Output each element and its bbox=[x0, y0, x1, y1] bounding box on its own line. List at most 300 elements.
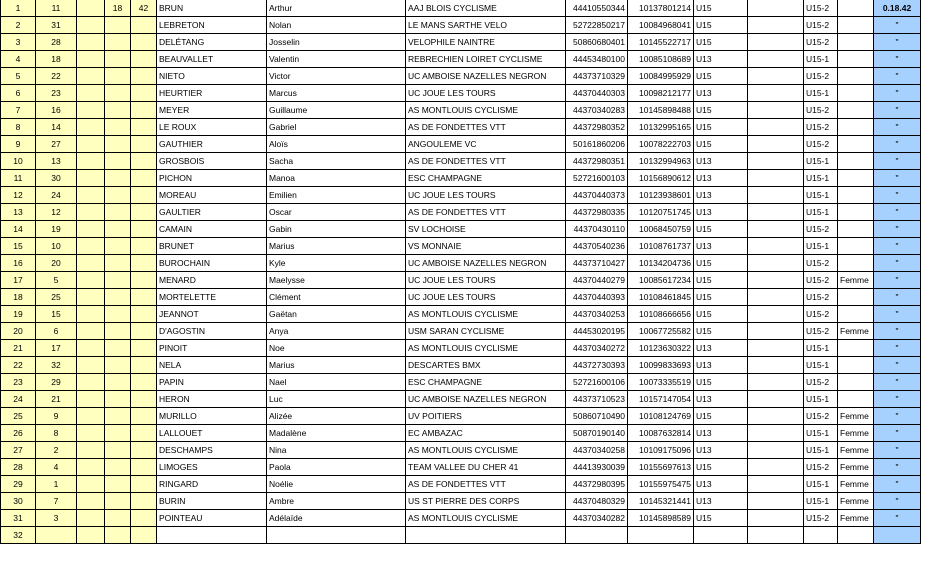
category-cell[interactable]: U15 bbox=[694, 119, 748, 136]
blank-cell[interactable] bbox=[77, 340, 105, 357]
last-name-cell[interactable]: CAMAIN bbox=[157, 221, 267, 238]
gender-cell[interactable] bbox=[838, 136, 874, 153]
license-number-cell[interactable]: 44372730393 bbox=[566, 357, 628, 374]
position-cell[interactable]: 32 bbox=[1, 527, 36, 544]
uci-id-cell[interactable]: 10098212177 bbox=[628, 85, 694, 102]
sub-category-cell[interactable]: U15-1 bbox=[804, 476, 838, 493]
position-cell[interactable]: 25 bbox=[1, 408, 36, 425]
last-name-cell[interactable]: PAPIN bbox=[157, 374, 267, 391]
license-number-cell[interactable]: 44373710427 bbox=[566, 255, 628, 272]
time-cell[interactable]: " bbox=[874, 85, 921, 102]
time-cell[interactable]: " bbox=[874, 425, 921, 442]
club-cell[interactable]: AAJ BLOIS CYCLISME bbox=[406, 0, 566, 17]
sub-category-cell[interactable]: U15-2 bbox=[804, 102, 838, 119]
category-cell[interactable]: U15 bbox=[694, 510, 748, 527]
uci-id-cell[interactable]: 10087632814 bbox=[628, 425, 694, 442]
club-cell[interactable]: UC JOUE LES TOURS bbox=[406, 272, 566, 289]
position-cell[interactable]: 5 bbox=[1, 68, 36, 85]
category-cell[interactable]: U15 bbox=[694, 68, 748, 85]
license-number-cell[interactable] bbox=[566, 527, 628, 544]
bib-number-cell[interactable]: 1 bbox=[36, 476, 77, 493]
uci-id-cell[interactable]: 10134204736 bbox=[628, 255, 694, 272]
lap-cell[interactable] bbox=[105, 442, 131, 459]
position-cell[interactable]: 23 bbox=[1, 374, 36, 391]
bib-number-cell[interactable]: 28 bbox=[36, 34, 77, 51]
position-cell[interactable]: 1 bbox=[1, 0, 36, 17]
lap-cell[interactable] bbox=[105, 493, 131, 510]
blank-cell[interactable] bbox=[77, 527, 105, 544]
sub-category-cell[interactable]: U15-1 bbox=[804, 153, 838, 170]
club-cell[interactable]: ESC CHAMPAGNE bbox=[406, 170, 566, 187]
lap-cell[interactable] bbox=[131, 34, 157, 51]
blank-cell[interactable] bbox=[748, 17, 804, 34]
position-cell[interactable]: 16 bbox=[1, 255, 36, 272]
lap-cell[interactable] bbox=[105, 17, 131, 34]
sub-category-cell[interactable]: U15-2 bbox=[804, 459, 838, 476]
first-name-cell[interactable]: Aloïs bbox=[267, 136, 406, 153]
uci-id-cell[interactable]: 10137801214 bbox=[628, 0, 694, 17]
blank-cell[interactable] bbox=[748, 357, 804, 374]
blank-cell[interactable] bbox=[77, 476, 105, 493]
lap-cell[interactable] bbox=[131, 119, 157, 136]
license-number-cell[interactable]: 44453020195 bbox=[566, 323, 628, 340]
bib-number-cell[interactable]: 8 bbox=[36, 425, 77, 442]
gender-cell[interactable] bbox=[838, 51, 874, 68]
blank-cell[interactable] bbox=[748, 170, 804, 187]
lap-cell[interactable] bbox=[105, 238, 131, 255]
uci-id-cell[interactable]: 10109175096 bbox=[628, 442, 694, 459]
uci-id-cell[interactable]: 10145898589 bbox=[628, 510, 694, 527]
category-cell[interactable]: U15 bbox=[694, 255, 748, 272]
gender-cell[interactable] bbox=[838, 17, 874, 34]
blank-cell[interactable] bbox=[748, 136, 804, 153]
time-cell[interactable]: " bbox=[874, 306, 921, 323]
lap-cell[interactable] bbox=[131, 493, 157, 510]
sub-category-cell[interactable] bbox=[804, 527, 838, 544]
last-name-cell[interactable]: LALLOUET bbox=[157, 425, 267, 442]
last-name-cell[interactable]: HEURTIER bbox=[157, 85, 267, 102]
bib-number-cell[interactable]: 18 bbox=[36, 51, 77, 68]
position-cell[interactable]: 31 bbox=[1, 510, 36, 527]
uci-id-cell[interactable]: 10108666656 bbox=[628, 306, 694, 323]
bib-number-cell[interactable] bbox=[36, 527, 77, 544]
time-cell[interactable]: " bbox=[874, 289, 921, 306]
gender-cell[interactable]: Femme bbox=[838, 459, 874, 476]
time-cell[interactable]: " bbox=[874, 221, 921, 238]
time-cell[interactable]: " bbox=[874, 102, 921, 119]
category-cell[interactable]: U13 bbox=[694, 391, 748, 408]
lap-cell[interactable] bbox=[105, 255, 131, 272]
license-number-cell[interactable]: 44370440303 bbox=[566, 85, 628, 102]
license-number-cell[interactable]: 44372980351 bbox=[566, 153, 628, 170]
license-number-cell[interactable]: 50860680401 bbox=[566, 34, 628, 51]
last-name-cell[interactable]: JEANNOT bbox=[157, 306, 267, 323]
last-name-cell[interactable]: GAUTHIER bbox=[157, 136, 267, 153]
position-cell[interactable]: 29 bbox=[1, 476, 36, 493]
first-name-cell[interactable]: Nael bbox=[267, 374, 406, 391]
sub-category-cell[interactable]: U15-2 bbox=[804, 510, 838, 527]
gender-cell[interactable] bbox=[838, 289, 874, 306]
lap-cell[interactable] bbox=[105, 85, 131, 102]
lap-cell[interactable] bbox=[131, 374, 157, 391]
lap-cell[interactable] bbox=[105, 510, 131, 527]
lap-cell[interactable] bbox=[105, 153, 131, 170]
blank-cell[interactable] bbox=[748, 0, 804, 17]
category-cell[interactable]: U15 bbox=[694, 323, 748, 340]
uci-id-cell[interactable]: 10145522717 bbox=[628, 34, 694, 51]
lap-cell[interactable] bbox=[105, 425, 131, 442]
license-number-cell[interactable]: 44370340258 bbox=[566, 442, 628, 459]
uci-id-cell[interactable]: 10068450759 bbox=[628, 221, 694, 238]
last-name-cell[interactable]: DELÉTANG bbox=[157, 34, 267, 51]
gender-cell[interactable] bbox=[838, 68, 874, 85]
gender-cell[interactable] bbox=[838, 34, 874, 51]
lap-cell[interactable] bbox=[131, 425, 157, 442]
bib-number-cell[interactable]: 15 bbox=[36, 306, 77, 323]
blank-cell[interactable] bbox=[77, 238, 105, 255]
blank-cell[interactable] bbox=[748, 34, 804, 51]
gender-cell[interactable]: Femme bbox=[838, 442, 874, 459]
blank-cell[interactable] bbox=[77, 153, 105, 170]
category-cell[interactable] bbox=[694, 527, 748, 544]
last-name-cell[interactable]: NELA bbox=[157, 357, 267, 374]
first-name-cell[interactable]: Noe bbox=[267, 340, 406, 357]
blank-cell[interactable] bbox=[748, 374, 804, 391]
uci-id-cell[interactable]: 10108761737 bbox=[628, 238, 694, 255]
sub-category-cell[interactable]: U15-2 bbox=[804, 136, 838, 153]
license-number-cell[interactable]: 44372980395 bbox=[566, 476, 628, 493]
bib-number-cell[interactable]: 13 bbox=[36, 153, 77, 170]
lap-cell[interactable] bbox=[131, 476, 157, 493]
gender-cell[interactable] bbox=[838, 85, 874, 102]
license-number-cell[interactable]: 50161860206 bbox=[566, 136, 628, 153]
lap-cell[interactable] bbox=[131, 255, 157, 272]
blank-cell[interactable] bbox=[77, 425, 105, 442]
lap-cell[interactable] bbox=[105, 187, 131, 204]
position-cell[interactable]: 27 bbox=[1, 442, 36, 459]
uci-id-cell[interactable]: 10156890612 bbox=[628, 170, 694, 187]
sub-category-cell[interactable]: U15-1 bbox=[804, 442, 838, 459]
last-name-cell[interactable]: HERON bbox=[157, 391, 267, 408]
license-number-cell[interactable]: 52721600103 bbox=[566, 170, 628, 187]
category-cell[interactable]: U13 bbox=[694, 187, 748, 204]
club-cell[interactable]: UC JOUE LES TOURS bbox=[406, 85, 566, 102]
blank-cell[interactable] bbox=[77, 255, 105, 272]
lap-cell[interactable] bbox=[131, 306, 157, 323]
time-cell[interactable]: " bbox=[874, 357, 921, 374]
lap-cell[interactable] bbox=[131, 408, 157, 425]
time-cell[interactable] bbox=[874, 527, 921, 544]
time-cell[interactable]: " bbox=[874, 374, 921, 391]
bib-number-cell[interactable]: 23 bbox=[36, 85, 77, 102]
position-cell[interactable]: 3 bbox=[1, 34, 36, 51]
first-name-cell[interactable]: Manoa bbox=[267, 170, 406, 187]
position-cell[interactable]: 9 bbox=[1, 136, 36, 153]
club-cell[interactable]: ESC CHAMPAGNE bbox=[406, 374, 566, 391]
blank-cell[interactable] bbox=[77, 306, 105, 323]
position-cell[interactable]: 26 bbox=[1, 425, 36, 442]
gender-cell[interactable] bbox=[838, 221, 874, 238]
blank-cell[interactable] bbox=[748, 255, 804, 272]
uci-id-cell[interactable]: 10145321441 bbox=[628, 493, 694, 510]
lap-cell[interactable] bbox=[131, 527, 157, 544]
gender-cell[interactable]: Femme bbox=[838, 425, 874, 442]
gender-cell[interactable] bbox=[838, 374, 874, 391]
category-cell[interactable]: U15 bbox=[694, 289, 748, 306]
time-cell[interactable]: " bbox=[874, 476, 921, 493]
position-cell[interactable]: 21 bbox=[1, 340, 36, 357]
position-cell[interactable]: 8 bbox=[1, 119, 36, 136]
gender-cell[interactable]: Femme bbox=[838, 323, 874, 340]
lap-cell[interactable] bbox=[105, 527, 131, 544]
lap-cell[interactable] bbox=[105, 323, 131, 340]
lap-cell[interactable] bbox=[131, 85, 157, 102]
lap-cell[interactable] bbox=[131, 289, 157, 306]
first-name-cell[interactable]: Marius bbox=[267, 238, 406, 255]
uci-id-cell[interactable]: 10078222703 bbox=[628, 136, 694, 153]
blank-cell[interactable] bbox=[77, 289, 105, 306]
position-cell[interactable]: 19 bbox=[1, 306, 36, 323]
category-cell[interactable]: U13 bbox=[694, 493, 748, 510]
gender-cell[interactable] bbox=[838, 204, 874, 221]
lap-cell[interactable] bbox=[131, 221, 157, 238]
lap-cell[interactable] bbox=[131, 102, 157, 119]
club-cell[interactable]: AS MONTLOUIS CYCLISME bbox=[406, 102, 566, 119]
license-number-cell[interactable]: 44370480329 bbox=[566, 493, 628, 510]
blank-cell[interactable] bbox=[748, 204, 804, 221]
bib-number-cell[interactable]: 32 bbox=[36, 357, 77, 374]
category-cell[interactable]: U13 bbox=[694, 51, 748, 68]
last-name-cell[interactable]: DESCHAMPS bbox=[157, 442, 267, 459]
club-cell[interactable]: UC JOUE LES TOURS bbox=[406, 187, 566, 204]
lap-cell[interactable] bbox=[105, 357, 131, 374]
uci-id-cell[interactable]: 10099833693 bbox=[628, 357, 694, 374]
lap-cell[interactable] bbox=[105, 340, 131, 357]
time-cell[interactable]: " bbox=[874, 204, 921, 221]
first-name-cell[interactable]: Emilien bbox=[267, 187, 406, 204]
lap-cell[interactable] bbox=[105, 170, 131, 187]
position-cell[interactable]: 14 bbox=[1, 221, 36, 238]
first-name-cell[interactable]: Gaëtan bbox=[267, 306, 406, 323]
position-cell[interactable]: 13 bbox=[1, 204, 36, 221]
gender-cell[interactable]: Femme bbox=[838, 510, 874, 527]
category-cell[interactable]: U13 bbox=[694, 442, 748, 459]
lap-cell[interactable] bbox=[131, 187, 157, 204]
last-name-cell[interactable]: BRUNET bbox=[157, 238, 267, 255]
bib-number-cell[interactable]: 6 bbox=[36, 323, 77, 340]
license-number-cell[interactable]: 44370440373 bbox=[566, 187, 628, 204]
bib-number-cell[interactable]: 29 bbox=[36, 374, 77, 391]
club-cell[interactable]: AS DE FONDETTES VTT bbox=[406, 476, 566, 493]
position-cell[interactable]: 4 bbox=[1, 51, 36, 68]
sub-category-cell[interactable]: U15-2 bbox=[804, 323, 838, 340]
blank-cell[interactable] bbox=[77, 221, 105, 238]
time-cell[interactable]: " bbox=[874, 459, 921, 476]
club-cell[interactable]: US ST PIERRE DES CORPS bbox=[406, 493, 566, 510]
time-cell[interactable]: 0.18.42 bbox=[874, 0, 921, 17]
club-cell[interactable]: UC JOUE LES TOURS bbox=[406, 289, 566, 306]
position-cell[interactable]: 12 bbox=[1, 187, 36, 204]
bib-number-cell[interactable]: 19 bbox=[36, 221, 77, 238]
lap-cell[interactable] bbox=[131, 340, 157, 357]
first-name-cell[interactable]: Paola bbox=[267, 459, 406, 476]
bib-number-cell[interactable]: 11 bbox=[36, 0, 77, 17]
license-number-cell[interactable]: 44373710329 bbox=[566, 68, 628, 85]
bib-number-cell[interactable]: 30 bbox=[36, 170, 77, 187]
category-cell[interactable]: U13 bbox=[694, 204, 748, 221]
license-number-cell[interactable]: 44370340272 bbox=[566, 340, 628, 357]
license-number-cell[interactable]: 44372980335 bbox=[566, 204, 628, 221]
lap-cell[interactable] bbox=[105, 51, 131, 68]
time-cell[interactable]: " bbox=[874, 391, 921, 408]
blank-cell[interactable] bbox=[77, 391, 105, 408]
position-cell[interactable]: 17 bbox=[1, 272, 36, 289]
last-name-cell[interactable]: GROSBOIS bbox=[157, 153, 267, 170]
category-cell[interactable]: U13 bbox=[694, 153, 748, 170]
last-name-cell[interactable]: MURILLO bbox=[157, 408, 267, 425]
last-name-cell[interactable]: D'AGOSTIN bbox=[157, 323, 267, 340]
last-name-cell[interactable]: LEBRETON bbox=[157, 17, 267, 34]
uci-id-cell[interactable]: 10155697613 bbox=[628, 459, 694, 476]
bib-number-cell[interactable]: 25 bbox=[36, 289, 77, 306]
sub-category-cell[interactable]: U15-2 bbox=[804, 272, 838, 289]
last-name-cell[interactable]: PINOIT bbox=[157, 340, 267, 357]
license-number-cell[interactable]: 44453480100 bbox=[566, 51, 628, 68]
gender-cell[interactable]: Femme bbox=[838, 476, 874, 493]
bib-number-cell[interactable]: 14 bbox=[36, 119, 77, 136]
last-name-cell[interactable]: BRUN bbox=[157, 0, 267, 17]
gender-cell[interactable] bbox=[838, 119, 874, 136]
license-number-cell[interactable]: 44370340282 bbox=[566, 510, 628, 527]
category-cell[interactable]: U13 bbox=[694, 357, 748, 374]
position-cell[interactable]: 20 bbox=[1, 323, 36, 340]
time-cell[interactable]: " bbox=[874, 408, 921, 425]
license-number-cell[interactable]: 44373710523 bbox=[566, 391, 628, 408]
blank-cell[interactable] bbox=[748, 238, 804, 255]
category-cell[interactable]: U15 bbox=[694, 34, 748, 51]
club-cell[interactable]: UC AMBOISE NAZELLES NEGRON bbox=[406, 255, 566, 272]
blank-cell[interactable] bbox=[748, 85, 804, 102]
license-number-cell[interactable]: 50860710490 bbox=[566, 408, 628, 425]
blank-cell[interactable] bbox=[77, 102, 105, 119]
lap-cell[interactable] bbox=[105, 102, 131, 119]
category-cell[interactable]: U15 bbox=[694, 136, 748, 153]
time-cell[interactable]: " bbox=[874, 51, 921, 68]
sub-category-cell[interactable]: U15-1 bbox=[804, 85, 838, 102]
uci-id-cell[interactable]: 10085617234 bbox=[628, 272, 694, 289]
sub-category-cell[interactable]: U15-1 bbox=[804, 204, 838, 221]
first-name-cell[interactable]: Guillaume bbox=[267, 102, 406, 119]
blank-cell[interactable] bbox=[77, 119, 105, 136]
bib-number-cell[interactable]: 21 bbox=[36, 391, 77, 408]
first-name-cell[interactable]: Alizée bbox=[267, 408, 406, 425]
gender-cell[interactable]: Femme bbox=[838, 272, 874, 289]
position-cell[interactable]: 24 bbox=[1, 391, 36, 408]
sub-category-cell[interactable]: U15-1 bbox=[804, 187, 838, 204]
blank-cell[interactable] bbox=[748, 51, 804, 68]
bib-number-cell[interactable]: 17 bbox=[36, 340, 77, 357]
lap-cell[interactable] bbox=[131, 170, 157, 187]
blank-cell[interactable] bbox=[77, 68, 105, 85]
bib-number-cell[interactable]: 2 bbox=[36, 442, 77, 459]
gender-cell[interactable] bbox=[838, 340, 874, 357]
license-number-cell[interactable]: 44370340253 bbox=[566, 306, 628, 323]
club-cell[interactable]: AS MONTLOUIS CYCLISME bbox=[406, 442, 566, 459]
blank-cell[interactable] bbox=[77, 17, 105, 34]
blank-cell[interactable] bbox=[748, 510, 804, 527]
first-name-cell[interactable]: Luc bbox=[267, 391, 406, 408]
blank-cell[interactable] bbox=[748, 68, 804, 85]
club-cell[interactable]: AS DE FONDETTES VTT bbox=[406, 119, 566, 136]
blank-cell[interactable] bbox=[77, 323, 105, 340]
blank-cell[interactable] bbox=[748, 493, 804, 510]
sub-category-cell[interactable]: U15-2 bbox=[804, 0, 838, 17]
club-cell[interactable]: ANGOULEME VC bbox=[406, 136, 566, 153]
time-cell[interactable]: " bbox=[874, 17, 921, 34]
time-cell[interactable]: " bbox=[874, 255, 921, 272]
lap-cell[interactable] bbox=[131, 68, 157, 85]
blank-cell[interactable] bbox=[77, 459, 105, 476]
blank-cell[interactable] bbox=[748, 323, 804, 340]
blank-cell[interactable] bbox=[77, 85, 105, 102]
lap-cell[interactable]: 18 bbox=[105, 0, 131, 17]
lap-cell[interactable] bbox=[131, 51, 157, 68]
category-cell[interactable]: U15 bbox=[694, 0, 748, 17]
club-cell[interactable]: TEAM VALLEE DU CHER 41 bbox=[406, 459, 566, 476]
club-cell[interactable]: DESCARTES BMX bbox=[406, 357, 566, 374]
uci-id-cell[interactable]: 10084968041 bbox=[628, 17, 694, 34]
bib-number-cell[interactable]: 4 bbox=[36, 459, 77, 476]
category-cell[interactable]: U15 bbox=[694, 374, 748, 391]
license-number-cell[interactable]: 52722850217 bbox=[566, 17, 628, 34]
first-name-cell[interactable]: Arthur bbox=[267, 0, 406, 17]
lap-cell[interactable] bbox=[131, 357, 157, 374]
lap-cell[interactable] bbox=[131, 204, 157, 221]
sub-category-cell[interactable]: U15-1 bbox=[804, 51, 838, 68]
gender-cell[interactable] bbox=[838, 527, 874, 544]
blank-cell[interactable] bbox=[77, 204, 105, 221]
license-number-cell[interactable]: 44413930039 bbox=[566, 459, 628, 476]
license-number-cell[interactable]: 50870190140 bbox=[566, 425, 628, 442]
club-cell[interactable]: UC AMBOISE NAZELLES NEGRON bbox=[406, 68, 566, 85]
sub-category-cell[interactable]: U15-2 bbox=[804, 34, 838, 51]
uci-id-cell[interactable]: 10108461845 bbox=[628, 289, 694, 306]
time-cell[interactable]: " bbox=[874, 170, 921, 187]
time-cell[interactable]: " bbox=[874, 323, 921, 340]
lap-cell[interactable]: 42 bbox=[131, 0, 157, 17]
last-name-cell[interactable]: MOREAU bbox=[157, 187, 267, 204]
time-cell[interactable]: " bbox=[874, 340, 921, 357]
category-cell[interactable]: U15 bbox=[694, 408, 748, 425]
time-cell[interactable]: " bbox=[874, 153, 921, 170]
lap-cell[interactable] bbox=[105, 119, 131, 136]
last-name-cell[interactable]: LE ROUX bbox=[157, 119, 267, 136]
uci-id-cell[interactable]: 10132994963 bbox=[628, 153, 694, 170]
position-cell[interactable]: 30 bbox=[1, 493, 36, 510]
uci-id-cell[interactable]: 10120751745 bbox=[628, 204, 694, 221]
license-number-cell[interactable]: 44370540236 bbox=[566, 238, 628, 255]
lap-cell[interactable] bbox=[105, 204, 131, 221]
last-name-cell[interactable]: MORTELETTE bbox=[157, 289, 267, 306]
gender-cell[interactable] bbox=[838, 391, 874, 408]
lap-cell[interactable] bbox=[131, 153, 157, 170]
blank-cell[interactable] bbox=[77, 136, 105, 153]
lap-cell[interactable] bbox=[105, 459, 131, 476]
last-name-cell[interactable]: MENARD bbox=[157, 272, 267, 289]
first-name-cell[interactable]: Marius bbox=[267, 357, 406, 374]
license-number-cell[interactable]: 44370440393 bbox=[566, 289, 628, 306]
blank-cell[interactable] bbox=[77, 408, 105, 425]
